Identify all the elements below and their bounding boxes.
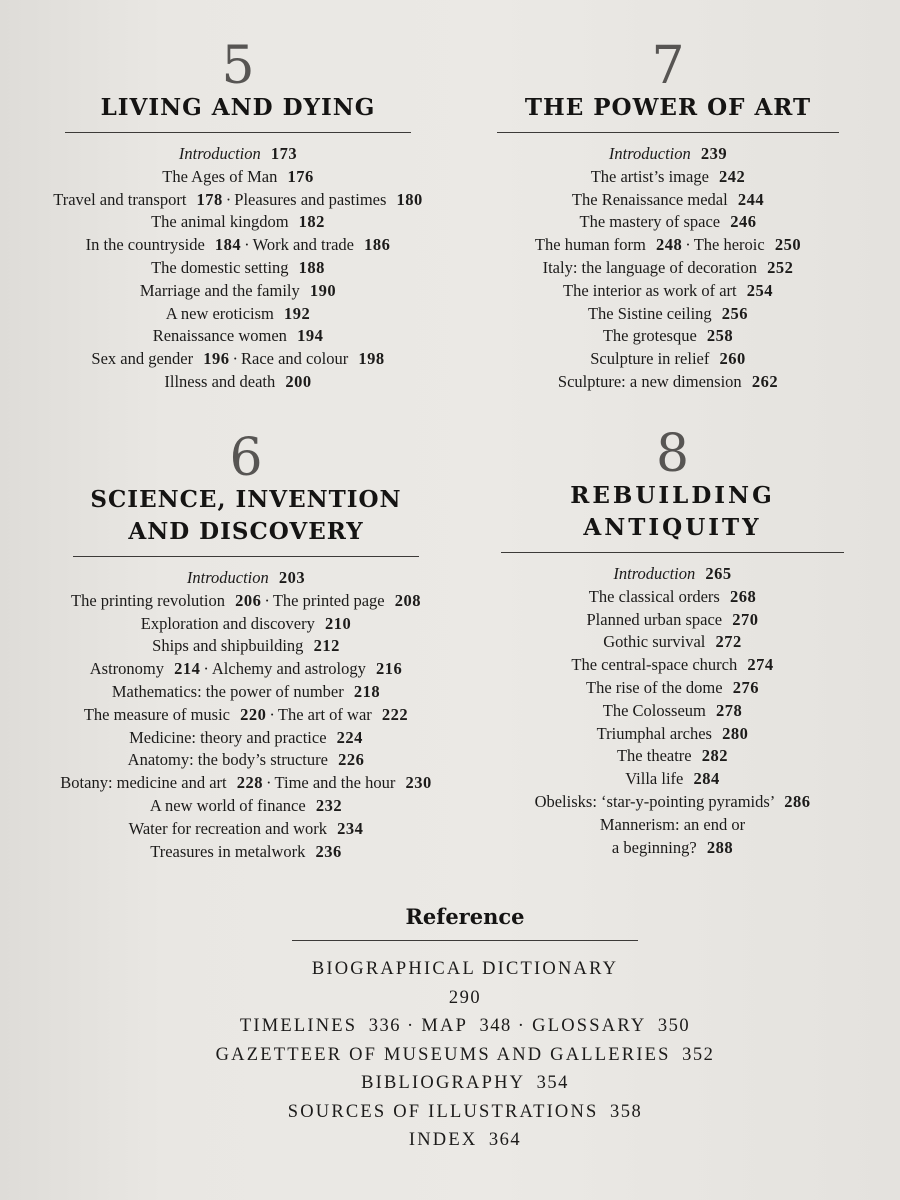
toc-entry (490, 257, 846, 280)
page-number: 274 (747, 655, 774, 675)
entry-title: The printing revolution (70, 590, 225, 610)
reference-entry (200, 955, 730, 984)
reference-title-text: SOURCES OF ILLUSTRATIONS (287, 1101, 599, 1122)
toc-entry (500, 700, 845, 723)
entry-title: The mastery of space (579, 212, 721, 232)
page-number: 358 (610, 1101, 643, 1122)
toc-entry (500, 723, 845, 746)
toc-entry (500, 791, 845, 814)
toc-entry (50, 371, 426, 394)
entry-title: Mathematics: the power of number (111, 681, 344, 701)
page-number: 218 (353, 681, 381, 701)
toc-entry (50, 567, 442, 590)
page-number: 234 (337, 818, 364, 838)
page-number: 236 (315, 841, 342, 861)
toc-entry (500, 745, 845, 768)
section-divider (73, 556, 419, 557)
entry-title: Ships and shipbuilding (152, 636, 304, 656)
entry-title: The theatre (616, 746, 692, 766)
page-number: 210 (325, 613, 352, 633)
page-number: 364 (488, 1130, 522, 1150)
section-number: 5 (221, 36, 255, 96)
entry-title: Sculpture in relief (590, 349, 710, 369)
reference-entry (200, 1069, 730, 1098)
entry-title: Marriage and the family (139, 280, 300, 300)
section-title-line: REBUILDING (570, 482, 775, 509)
separator-dot: · (244, 235, 250, 255)
page-number: 190 (309, 280, 337, 300)
page-number: 272 (715, 632, 742, 652)
entry-title: A new eroticism (165, 303, 274, 323)
entry-title: Sex and gender (91, 349, 194, 369)
toc-entry (50, 772, 442, 795)
section-title (500, 480, 845, 544)
separator-dot: · (265, 773, 272, 793)
toc-entry (490, 280, 846, 303)
page-number: 284 (693, 769, 720, 789)
toc-entry (50, 257, 426, 280)
toc-entry (50, 818, 442, 841)
toc-entry (500, 768, 845, 791)
page-number: 212 (313, 636, 340, 656)
entry-title: The interior as work of art (562, 280, 737, 300)
page-number: 239 (700, 144, 728, 163)
page-number: 278 (716, 700, 743, 720)
entry-title: Pleasures and pastimes (234, 189, 387, 209)
entry-title: Introduction (608, 144, 691, 163)
entry-title: The human form (534, 235, 646, 255)
entry-title: Obelisks: ‘star-y-pointing pyramids’ (534, 791, 775, 811)
toc-entry (50, 635, 442, 658)
section-8 (500, 424, 845, 859)
page-number: 268 (729, 586, 757, 606)
toc-entry (50, 211, 426, 234)
section-title (490, 92, 846, 124)
page-number: 258 (706, 326, 734, 346)
toc-entry (490, 325, 846, 348)
page-number: 222 (381, 704, 409, 724)
separator-dot: · (264, 590, 270, 610)
toc-entry (50, 727, 442, 750)
entry-title: Exploration and discovery (140, 613, 315, 633)
page-number: 250 (774, 235, 802, 255)
entry-title: Triumphal arches (596, 723, 712, 743)
section-number: 7 (651, 36, 685, 96)
toc-entry (500, 837, 845, 860)
toc-entry (50, 143, 426, 166)
page-number: 220 (240, 704, 267, 724)
page-number: 216 (375, 659, 403, 679)
page-number: 352 (682, 1044, 715, 1065)
toc-entry (490, 143, 846, 166)
section-title (50, 92, 426, 124)
page-number: 276 (732, 677, 759, 697)
page-number: 192 (284, 303, 311, 323)
reference-section (200, 903, 730, 1155)
toc-entry (50, 590, 442, 613)
toc-entry (50, 704, 442, 727)
reference-list (200, 955, 730, 1155)
page-number: 260 (719, 349, 746, 369)
entry-title: The classical orders (588, 586, 720, 606)
toc-entry (500, 586, 845, 609)
entry-title: The measure of music (83, 704, 230, 724)
reference-entry (200, 1098, 730, 1127)
toc-entry (490, 189, 846, 212)
entry-title: Work and trade (252, 235, 354, 255)
page-number: 228 (236, 773, 263, 793)
section-title-line: THE POWER OF ART (524, 94, 812, 121)
toc-entry (50, 613, 442, 636)
page-number: 196 (203, 349, 230, 369)
section-title-line: ANTIQUITY (583, 514, 762, 541)
page-number: 182 (298, 212, 325, 232)
page-number: 224 (336, 727, 363, 747)
page-number: 336 (368, 1016, 401, 1036)
page-number: 180 (396, 189, 423, 209)
entry-title: Italy: the language of decoration (542, 257, 758, 277)
separator-dot: · (225, 189, 232, 209)
entry-title: The printed page (272, 590, 385, 610)
page-number: 244 (737, 189, 765, 209)
toc-entry (500, 631, 845, 654)
page-number: 173 (270, 144, 298, 163)
section-title (50, 484, 442, 548)
section-7 (490, 36, 846, 394)
section-title-line: SCIENCE, INVENTION (90, 486, 402, 513)
reference-title-text: GAZETTEER OF MUSEUMS AND GALLERIES (215, 1044, 671, 1065)
page-number: 184 (214, 235, 242, 255)
page-number: 286 (784, 791, 811, 811)
reference-entry (200, 1126, 730, 1155)
entry-title: Mannerism: an end or (599, 814, 746, 834)
reference-entry (200, 1012, 730, 1041)
entry-title: Introduction (186, 568, 269, 587)
page-number: 208 (394, 590, 422, 610)
page-number: 206 (235, 590, 262, 610)
page-number: 203 (278, 568, 306, 587)
entry-title: The Sistine ceiling (587, 303, 712, 323)
toc-entry (50, 681, 442, 704)
entry-title: Illness and death (164, 371, 276, 391)
toc-entry (500, 654, 845, 677)
reference-title: Reference (405, 904, 525, 929)
separator-dot: · (203, 659, 209, 679)
entry-title: The artist’s image (590, 166, 709, 186)
section-title-line: AND DISCOVERY (128, 518, 364, 545)
page-number: 198 (358, 349, 385, 369)
entry-title: Travel and transport (53, 189, 187, 209)
toc-entry (50, 189, 426, 212)
entry-title: The Renaissance medal (571, 189, 728, 209)
page-number: 242 (719, 166, 746, 186)
toc-entry (500, 609, 845, 632)
toc-entry (50, 795, 442, 818)
toc-entry (490, 166, 846, 189)
section-number: 6 (229, 428, 263, 488)
toc-entry (50, 325, 426, 348)
section-6 (50, 428, 442, 863)
page-number: 246 (730, 212, 757, 232)
page-number: 270 (732, 609, 759, 629)
page-number: 350 (657, 1016, 691, 1036)
entry-title: In the countryside (85, 235, 205, 255)
page-number: 288 (706, 837, 734, 857)
page-number: 232 (315, 795, 343, 815)
page-number: 252 (767, 257, 794, 277)
entry-title: Introduction (178, 144, 261, 163)
page-number: 200 (285, 371, 312, 391)
contents-list (500, 563, 845, 859)
entry-title: Treasures in metalwork (150, 841, 306, 861)
section-5 (50, 36, 426, 394)
page-number: 188 (298, 257, 325, 277)
entry-title: Planned urban space (586, 609, 723, 629)
entry-title: The domestic setting (151, 257, 289, 277)
entry-title: The Ages of Man (162, 166, 278, 186)
section-number: 8 (655, 424, 690, 484)
reference-divider (292, 940, 638, 941)
toc-entry (50, 234, 426, 257)
toc-entry (500, 563, 845, 586)
page-number: 280 (722, 723, 749, 743)
page-number: 348 (479, 1016, 512, 1036)
contents-list (490, 143, 846, 394)
page-number: 262 (751, 371, 779, 391)
separator-dot: · (269, 704, 275, 724)
entry-title: Water for recreation and work (128, 818, 328, 838)
entry-title: Time and the hour (274, 773, 396, 793)
separator-dot: · (232, 349, 238, 369)
section-title-line: LIVING AND DYING (100, 94, 376, 121)
entry-title: The central-space church (571, 655, 738, 675)
section-divider (65, 132, 411, 133)
entry-title: The heroic (693, 235, 765, 255)
reference-title-text: GLOSSARY (532, 1016, 647, 1036)
page-number: 186 (364, 235, 391, 255)
toc-entry (50, 841, 442, 864)
toc-entry (50, 348, 426, 371)
page-number: 282 (701, 746, 729, 766)
separator-dot: · (685, 235, 691, 255)
entry-title: Sculpture: a new dimension (557, 371, 742, 391)
page-number: 265 (705, 564, 732, 583)
toc-entry (50, 280, 426, 303)
toc-entry (490, 371, 846, 394)
separator-dot: · (517, 1016, 527, 1036)
entry-title: Villa life (625, 769, 684, 789)
contents-list (50, 567, 442, 863)
section-divider (497, 132, 839, 133)
entry-title: The animal kingdom (151, 212, 289, 232)
entry-title: a beginning? (611, 837, 697, 857)
toc-entry (50, 658, 442, 681)
toc-entry (490, 303, 846, 326)
entry-title: The rise of the dome (586, 677, 723, 697)
reference-entry (200, 984, 730, 1013)
page-number: 226 (338, 750, 365, 770)
toc-entry (490, 234, 846, 257)
reference-title-text: BIOGRAPHICAL DICTIONARY (311, 959, 619, 979)
page-number: 230 (405, 773, 432, 793)
page-number: 176 (287, 166, 314, 186)
page-number: 290 (448, 987, 482, 1008)
page-number: 248 (655, 235, 683, 255)
reference-title-text: MAP (421, 1016, 469, 1036)
reference-title-text: TIMELINES (239, 1016, 358, 1036)
entry-title: Renaissance women (152, 326, 287, 346)
page-number: 194 (297, 326, 324, 346)
reference-title-text: INDEX (408, 1130, 478, 1150)
toc-entry (490, 211, 846, 234)
entry-title: Race and colour (241, 349, 349, 369)
entry-title: Botany: medicine and art (60, 773, 227, 793)
section-divider (501, 552, 844, 553)
page-number: 178 (196, 189, 223, 209)
separator-dot: · (407, 1016, 416, 1036)
entry-title: Gothic survival (603, 632, 706, 652)
toc-entry (490, 348, 846, 371)
entry-title: The grotesque (602, 326, 697, 346)
entry-title: Astronomy (89, 659, 165, 679)
entry-title: Medicine: theory and practice (129, 727, 327, 747)
entry-title: The art of war (277, 704, 372, 724)
toc-entry (500, 814, 845, 837)
entry-title: Alchemy and astrology (211, 659, 366, 679)
entry-title: Anatomy: the body’s structure (127, 750, 328, 770)
toc-entry (50, 749, 442, 772)
toc-entry (500, 677, 845, 700)
reference-title-text: BIBLIOGRAPHY (361, 1073, 526, 1093)
reference-entry (200, 1041, 730, 1070)
entry-title: A new world of finance (149, 795, 306, 815)
contents-list (50, 143, 426, 394)
toc-entry (50, 303, 426, 326)
entry-title: Introduction (613, 564, 696, 583)
page-number: 354 (536, 1073, 569, 1093)
page-number: 214 (174, 659, 201, 679)
page-number: 256 (721, 303, 749, 323)
page-number: 254 (746, 280, 774, 300)
entry-title: The Colosseum (602, 700, 706, 720)
toc-entry (50, 166, 426, 189)
